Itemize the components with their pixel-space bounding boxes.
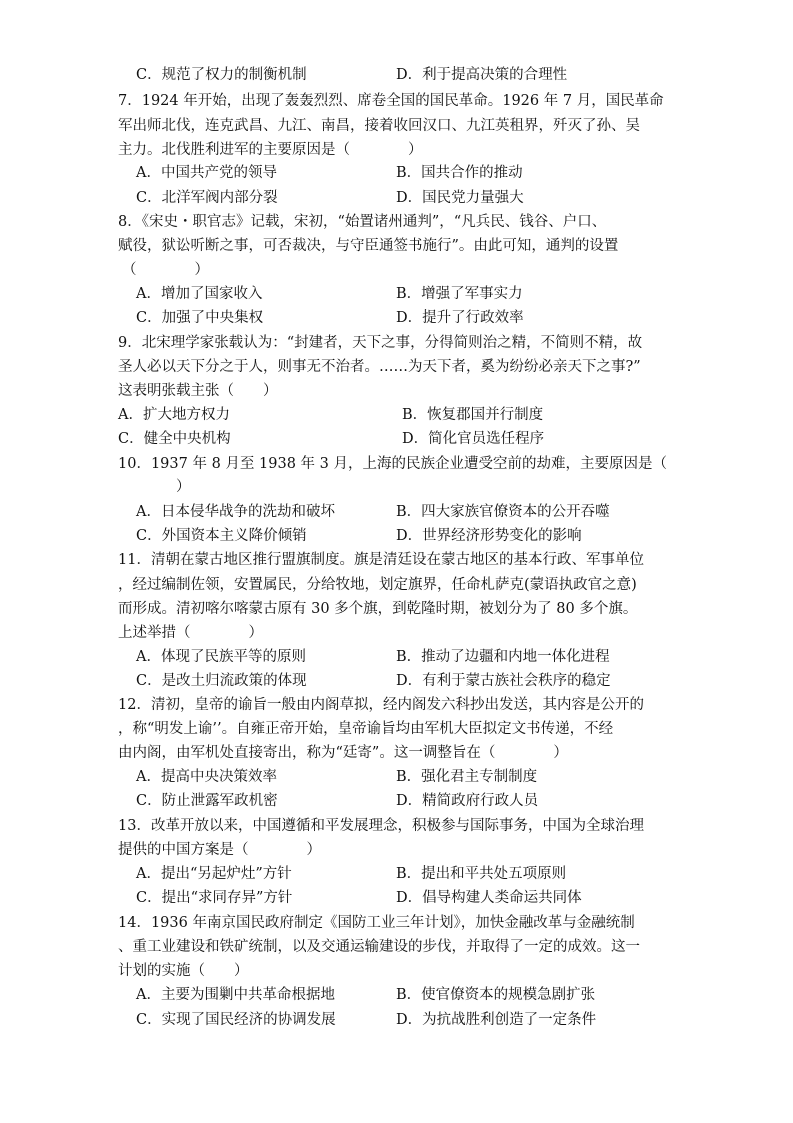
- q10-stem-line-1: 10．1937 年 8 月至 1938 年 3 月，上海的民族企业遭受空前的劫难，主要原因是（: [118, 456, 667, 472]
- q9-option-a: A．扩大地方权力: [118, 407, 230, 423]
- q7-option-d: D．国民党力量强大: [396, 190, 524, 206]
- q7-option-c: C．北洋军阀内部分裂: [136, 190, 278, 206]
- q10-stem-line-2: ）: [118, 479, 191, 495]
- q9-stem-line-3: 这表明张载主张（ ）: [118, 383, 278, 399]
- q12-option-d: D．精简政府行政人员: [396, 793, 539, 809]
- q7-option-a: A．中国共产党的领导: [136, 165, 277, 181]
- q9-option-d: D．简化官员选任程序: [402, 431, 545, 447]
- q9-option-c: C．健全中央机构: [118, 431, 231, 447]
- q8-stem-line-2: 赋役，狱讼听断之事，可否裁决，与守臣通签书施行”。由此可知，通判的设置: [118, 238, 619, 254]
- q13-stem-line-2: 提供的中国方案是（ ）: [118, 842, 321, 858]
- q11-option-a: A．体现了民族平等的原则: [136, 649, 306, 665]
- q13-option-a: A．提出“另起炉灶”方针: [136, 866, 292, 882]
- q8-stem-line-1: 8．《宋史・职官志》记载，宋初，“始置诸州通判”，“凡兵民、钱谷、户口、: [118, 214, 607, 230]
- q12-stem-line-1: 12．清初，皇帝的谕旨一般由内阁草拟，经内阁发六科抄出发送，其内容是公开的: [118, 697, 644, 713]
- q10-option-d: D．世界经济形势变化的影响: [396, 528, 582, 544]
- q13-stem-line-1: 13．改革开放以来，中国遵循和平发展理念，积极参与国际事务，中国为全球治理: [118, 818, 644, 834]
- q13-option-d: D．倡导构建人类命运共同体: [396, 890, 582, 906]
- q14-option-c: C．实现了国民经济的协调发展: [136, 1012, 336, 1028]
- q10-option-c: C．外国资本主义降价倾销: [136, 528, 307, 544]
- q8-stem-line-3: （ ）: [122, 262, 209, 278]
- q6-option-d: D．利于提高决策的合理性: [396, 67, 568, 83]
- q9-stem-line-2: 圣人必以天下分之于人，则事无不治者。……为天下者，奚为纷纷必亲天下之事?”: [118, 359, 641, 375]
- q6-option-c: C．规范了权力的制衡机制: [136, 67, 307, 83]
- q11-option-b: B．推动了边疆和内地一体化进程: [396, 649, 610, 665]
- q9-stem-line-1: 9．北宋理学家张载认为：“封建者，天下之事，分得简则治之精，不简则不精，故: [118, 335, 643, 351]
- q11-option-d: D．有利于蒙古族社会秩序的稳定: [396, 673, 611, 689]
- q7-stem-line-2: 军出师北伐，连克武昌、九江、南昌，接着收回汉口、九江英租界，歼灭了孙、吴: [118, 118, 640, 134]
- q8-option-c: C．加强了中央集权: [136, 310, 264, 326]
- q14-stem-line-1: 14．1936 年南京国民政府制定《国防工业三年计划》，加快金融改革与金融统制: [118, 915, 635, 931]
- q12-stem-line-3: 由内阁，由军机处直接寄出，称为“廷寄”。这一调整旨在（ ）: [118, 745, 568, 761]
- q13-option-c: C．提出“求同存异”方针: [136, 890, 293, 906]
- q8-option-b: B．增强了军事实力: [396, 286, 523, 302]
- q13-option-b: B．提出和平共处五项原则: [396, 866, 567, 882]
- q8-option-a: A．增加了国家收入: [136, 286, 263, 302]
- q14-option-b: B．使官僚资本的规模急剧扩张: [396, 987, 596, 1003]
- q14-option-a: A．主要为围剿中共革命根据地: [136, 987, 335, 1003]
- q11-stem-line-3: 而形成。清初喀尔喀蒙古原有 30 多个旗，到乾隆时期，被划分为了 80 多个旗。: [118, 601, 638, 617]
- q14-stem-line-3: 计划的实施（ ）: [118, 963, 249, 979]
- q9-option-b: B．恢复郡国并行制度: [402, 407, 544, 423]
- q11-option-c: C．是改土归流政策的体现: [136, 673, 307, 689]
- q11-stem-line-2: ，经过编制佐领，安置属民，分给牧地，划定旗界，任命札萨克(蒙语执政官之意): [118, 577, 637, 593]
- q14-option-d: D．为抗战胜利创造了一定条件: [396, 1012, 597, 1028]
- q12-option-c: C．防止泄露军政机密: [136, 793, 278, 809]
- q11-stem-line-4: 上述举措（ ）: [118, 625, 263, 641]
- q7-option-b: B．国共合作的推动: [396, 165, 523, 181]
- q8-option-d: D．提升了行政效率: [396, 310, 524, 326]
- q14-stem-line-2: 、重工业建设和铁矿统制，以及交通运输建设的步伐，并取得了一定的成效。这一: [118, 939, 640, 955]
- q11-stem-line-1: 11．清朝在蒙古地区推行盟旗制度。旗是清廷设在蒙古地区的基本行政、军事单位: [118, 552, 644, 568]
- q12-stem-line-2: ，称“明发上谕’’。自雍正帝开始，皇帝谕旨均由军机大臣拟定文书传递，不经: [118, 721, 614, 737]
- q12-option-b: B．强化君主专制制度: [396, 769, 538, 785]
- q7-stem-line-3: 主力。北伐胜利进军的主要原因是（ ）: [118, 142, 423, 158]
- q7-stem-line-1: 7．1924 年开始，出现了轰轰烈烈、席卷全国的国民革命。1926 年 7 月，国民革命: [118, 93, 664, 109]
- q10-option-a: A．日本侵华战争的洗劫和破坏: [136, 504, 335, 520]
- q12-option-a: A．提高中央决策效率: [136, 769, 277, 785]
- q10-option-b: B．四大家族官僚资本的公开吞噬: [396, 504, 610, 520]
